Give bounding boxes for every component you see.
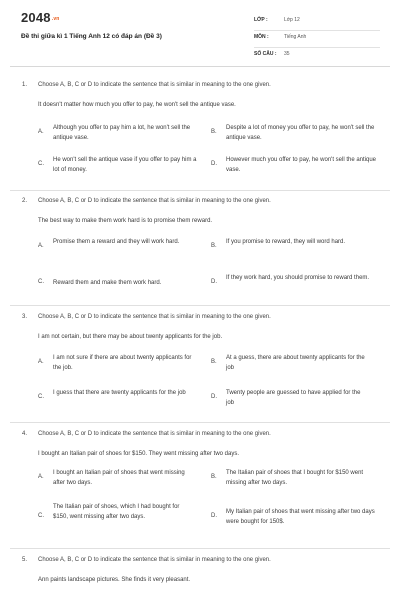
- option-text: I guess that there are twenty applicants for the job: [53, 390, 186, 396]
- meta-value: Lớp 12: [284, 17, 300, 23]
- option-text: At a guess, there are about twenty applicants for the job: [226, 355, 365, 371]
- question-stem: It doesn't matter how much you offer to pay, he won't sell the antique vase.: [38, 102, 236, 108]
- option-letter: C.: [38, 513, 44, 519]
- meta-label: SỐ CÂU :: [254, 51, 277, 57]
- option-letter: A.: [38, 243, 44, 249]
- option-letter: A.: [38, 129, 44, 135]
- question-stem: Ann paints landscape pictures. She finds it very pleasant.: [38, 577, 191, 583]
- question-stem: I bought an Italian pair of shoes for $150. They went missing after two days.: [38, 451, 240, 457]
- option-letter: A.: [38, 474, 44, 480]
- question-stem: The best way to make them work hard is to promise them reward.: [38, 218, 213, 224]
- option-letter: D.: [211, 394, 217, 400]
- option-letter: B.: [211, 474, 217, 480]
- question-number: 1.: [22, 82, 28, 88]
- question-instruction: Choose A, B, C or D to indicate the sentence that is similar in meaning to the one given.: [38, 82, 271, 88]
- option-letter: D.: [211, 513, 217, 519]
- option-text: The Italian pair of shoes that I bought for $150 went missing after two days.: [226, 470, 364, 486]
- question-stem: I am not certain, but there may be about twenty applicants for the job.: [38, 334, 223, 340]
- question-number: 5.: [22, 557, 28, 563]
- question-instruction: Choose A, B, C or D to indicate the sentence that is similar in meaning to the one given.: [38, 557, 271, 563]
- page-title: Đề thi giữa kì 1 Tiếng Anh 12 có đáp án (Đề 3): [21, 33, 162, 40]
- option-letter: B.: [211, 129, 217, 135]
- option-text: He won't sell the antique vase if you offer to pay him a lot of money.: [53, 157, 197, 173]
- option-letter: D.: [211, 161, 217, 167]
- question-instruction: Choose A, B, C or D to indicate the sentence that is similar in meaning to the one given.: [38, 314, 271, 320]
- option-text: My Italian pair of shoes that went missing after two days were bought for 150$.: [226, 509, 375, 525]
- question-number: 3.: [22, 314, 28, 320]
- option-letter: B.: [211, 359, 217, 365]
- meta-label: LỚP :: [254, 17, 268, 23]
- question-divider: [10, 422, 390, 423]
- question-instruction: Choose A, B, C or D to indicate the sentence that is similar in meaning to the one given.: [38, 431, 271, 437]
- option-letter: C.: [38, 161, 44, 167]
- option-text: Reward them and make them work hard.: [53, 280, 162, 286]
- option-text: I am not sure if there are about twenty applicants for the job.: [53, 355, 192, 371]
- option-text: If they work hard, you should promise to reward them.: [226, 275, 370, 281]
- option-text: Twenty people are guessed to have applied for the job: [226, 390, 361, 406]
- option-letter: A.: [38, 359, 44, 365]
- option-text: I bought an Italian pair of shoes that went missing after two days.: [53, 470, 185, 486]
- question-divider: [10, 548, 390, 549]
- option-text: Despite a lot of money you offer to pay, he won't sell the antique vase.: [226, 125, 375, 141]
- meta-value: 35: [284, 51, 290, 57]
- question-number: 4.: [22, 431, 28, 437]
- logo-main: 2048: [21, 10, 51, 25]
- option-letter: C.: [38, 394, 44, 400]
- option-text: Promise them a reward and they will work hard.: [53, 239, 180, 245]
- option-letter: B.: [211, 243, 217, 249]
- option-text: However much you offer to pay, he won't sell the antique vase.: [226, 157, 377, 173]
- meta-label: MÔN :: [254, 34, 269, 40]
- option-text: If you promise to reward, they will word hard.: [226, 239, 346, 245]
- meta-value: Tiếng Anh: [284, 34, 307, 40]
- question-instruction: Choose A, B, C or D to indicate the sentence that is similar in meaning to the one given.: [38, 198, 271, 204]
- option-text: The Italian pair of shoes, which I had bought for $150, went missing after two days.: [53, 504, 180, 520]
- question-divider: [10, 190, 390, 191]
- logo-suffix: .vn: [51, 16, 60, 22]
- option-letter: C.: [38, 279, 44, 285]
- option-text: Although you offer to pay him a lot, he won't sell the antique vase.: [53, 125, 191, 141]
- question-number: 2.: [22, 198, 28, 204]
- option-letter: D.: [211, 279, 217, 285]
- question-divider: [10, 305, 390, 306]
